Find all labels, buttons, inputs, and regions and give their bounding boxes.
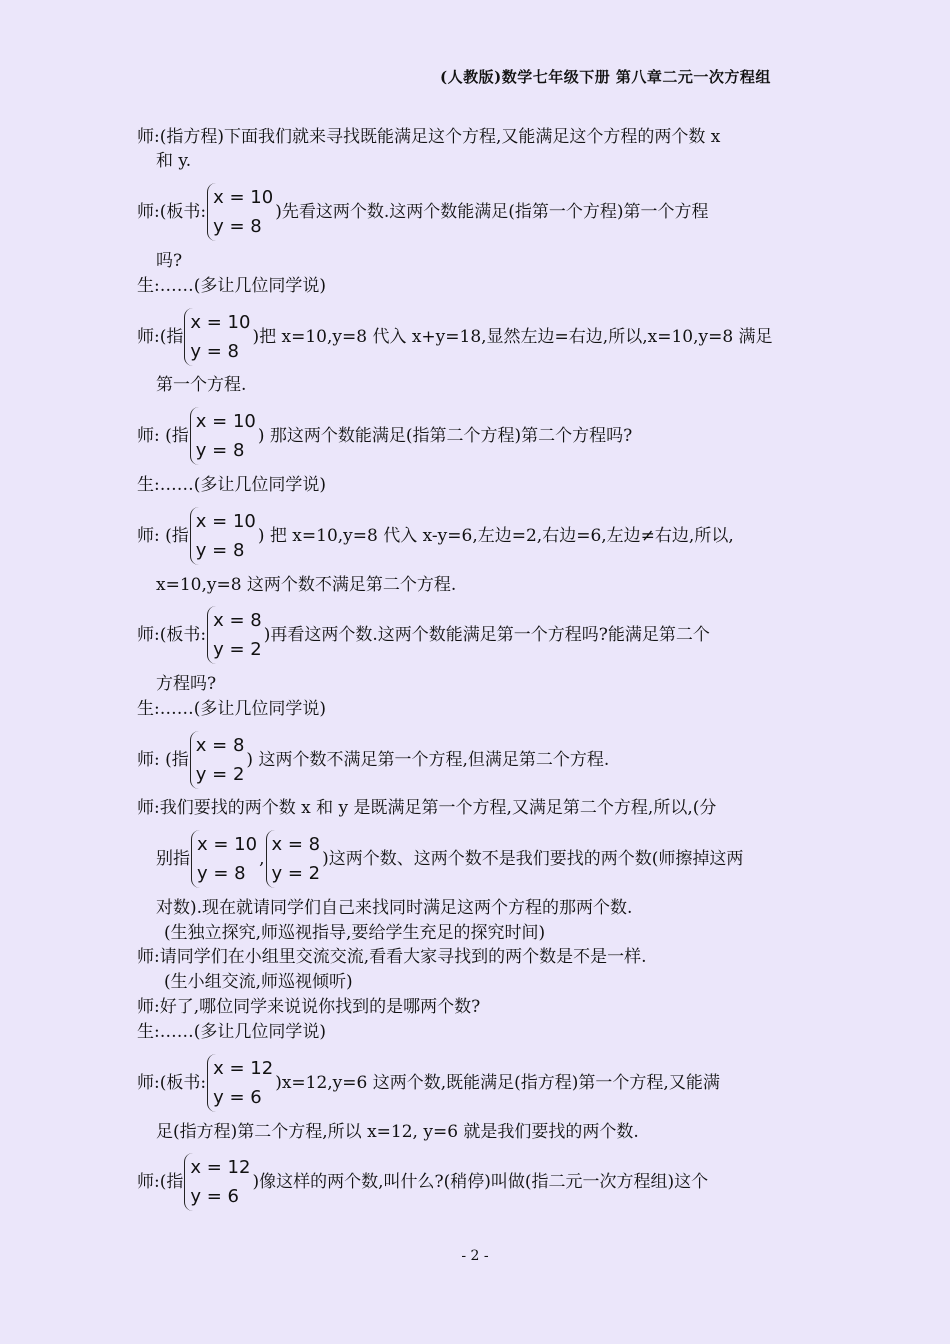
text-line	[137, 407, 632, 465]
text-line	[137, 1153, 708, 1211]
equation-system	[190, 407, 256, 465]
text-line: (生小组交流,师巡视倾听)	[164, 972, 353, 992]
equation-x: x = 8	[195, 735, 245, 756]
text-line: 足(指方程)第二个方程,所以 x=12, y=6 就是我们要找的两个数.	[156, 1122, 639, 1142]
equation-system	[207, 606, 262, 664]
text-line: (生独立探究,师巡视指导,要给学生充足的探究时间)	[164, 923, 546, 943]
text-segment: )x=12,y=6 这两个数,既能满足(指方程)第一个方程,又能满	[275, 1073, 720, 1093]
text-line: 方程吗?	[156, 674, 217, 694]
equation-system	[266, 830, 321, 888]
equation-system	[190, 507, 256, 565]
text-segment: 师:(指	[137, 1172, 184, 1192]
equation-y: y = 8	[195, 440, 245, 461]
equation-system	[207, 1054, 273, 1112]
text-line: 对数).现在就请同学们自己来找同时满足这两个方程的那两个数.	[156, 898, 633, 918]
text-segment: )再看这两个数.这两个数能满足第一个方程吗?能满足第二个	[263, 625, 710, 645]
text-line: 生:……(多让几位同学说)	[137, 276, 326, 296]
equation-system	[191, 830, 257, 888]
text-line: 师:我们要找的两个数 x 和 y 是既满足第一个方程,又满足第二个方程,所以,(分	[137, 798, 717, 818]
equation-y: y = 2	[271, 863, 321, 884]
equation-x: x = 10	[190, 312, 251, 333]
text-segment: )像这样的两个数,叫什么?(稍停)叫做(指二元一次方程组)这个	[252, 1172, 709, 1192]
text-line: 师:好了,哪位同学来说说你找到的是哪两个数?	[137, 997, 481, 1017]
text-segment: ) 把 x=10,y=8 代入 x-y=6,左边=2,右边=6,左边≠右边,所以,	[257, 526, 734, 546]
text-segment: 师:(板书:	[137, 202, 207, 222]
text-line: 第一个方程.	[156, 375, 247, 395]
equation-system	[184, 1153, 250, 1211]
page-header: (人教版)数学七年级下册 第八章二元一次方程组	[440, 68, 771, 86]
text-line	[137, 507, 734, 565]
text-line	[137, 308, 773, 366]
equation-y: y = 8	[197, 863, 246, 884]
equation-y: y = 6	[190, 1186, 240, 1207]
equation-x: x = 12	[213, 1058, 274, 1079]
equation-x: x = 10	[195, 411, 256, 432]
text-segment: 师: (指	[137, 426, 189, 446]
text-line: 和 y.	[156, 151, 192, 171]
equation-y: y = 8	[213, 216, 262, 237]
text-segment: 师:(板书:	[137, 1073, 207, 1093]
text-segment: 别指	[156, 849, 190, 869]
text-line: 生:……(多让几位同学说)	[137, 475, 326, 495]
text-line: x=10,y=8 这两个数不满足第二个方程.	[156, 575, 457, 595]
page-number: - 2 -	[461, 1248, 489, 1264]
equation-x: x = 10	[195, 511, 256, 532]
text-line: 生:……(多让几位同学说)	[137, 699, 326, 719]
equation-system	[184, 308, 250, 366]
text-segment: 师: (指	[137, 750, 189, 770]
text-line	[156, 830, 743, 888]
text-line	[137, 1054, 720, 1112]
text-line	[137, 183, 709, 241]
equation-system	[207, 183, 273, 241]
text-segment: )这两个数、这两个数不是我们要找的两个数(师擦掉这两	[322, 849, 744, 869]
text-segment: 师:(板书:	[137, 625, 207, 645]
text-segment: )先看这两个数.这两个数能满足(指第一个方程)第一个方程	[275, 202, 709, 222]
equation-x: x = 8	[213, 610, 262, 631]
text-line: 师:请同学们在小组里交流交流,看看大家寻找到的两个数是不是一样.	[137, 947, 647, 967]
equation-y: y = 6	[213, 1087, 262, 1108]
equation-y: y = 2	[213, 639, 262, 660]
equation-x: x = 12	[190, 1157, 251, 1178]
text-segment: 师: (指	[137, 526, 189, 546]
text-line: 生:……(多让几位同学说)	[137, 1022, 326, 1042]
text-segment: ) 那这两个数能满足(指第二个方程)第二个方程吗?	[257, 426, 633, 446]
text-line: 吗?	[156, 251, 183, 271]
text-line	[137, 731, 609, 789]
equation-x: x = 10	[197, 834, 258, 855]
text-line	[137, 606, 710, 664]
equation-y: y = 8	[190, 341, 240, 362]
text-segment: ) 这两个数不满足第一个方程,但满足第二个方程.	[246, 750, 610, 770]
text-segment: )把 x=10,y=8 代入 x+y=18,显然左边=右边,所以,x=10,y=8 满足	[252, 327, 773, 347]
equation-y: y = 8	[195, 540, 245, 561]
text-line: 师:(指方程)下面我们就来寻找既能满足这个方程,又能满足这个方程的两个数 x	[137, 127, 721, 147]
equation-system	[190, 731, 245, 789]
equation-x: x = 8	[271, 834, 321, 855]
equation-y: y = 2	[195, 764, 245, 785]
text-segment: ,	[259, 849, 265, 869]
text-segment: 师:(指	[137, 327, 184, 347]
equation-x: x = 10	[213, 187, 274, 208]
